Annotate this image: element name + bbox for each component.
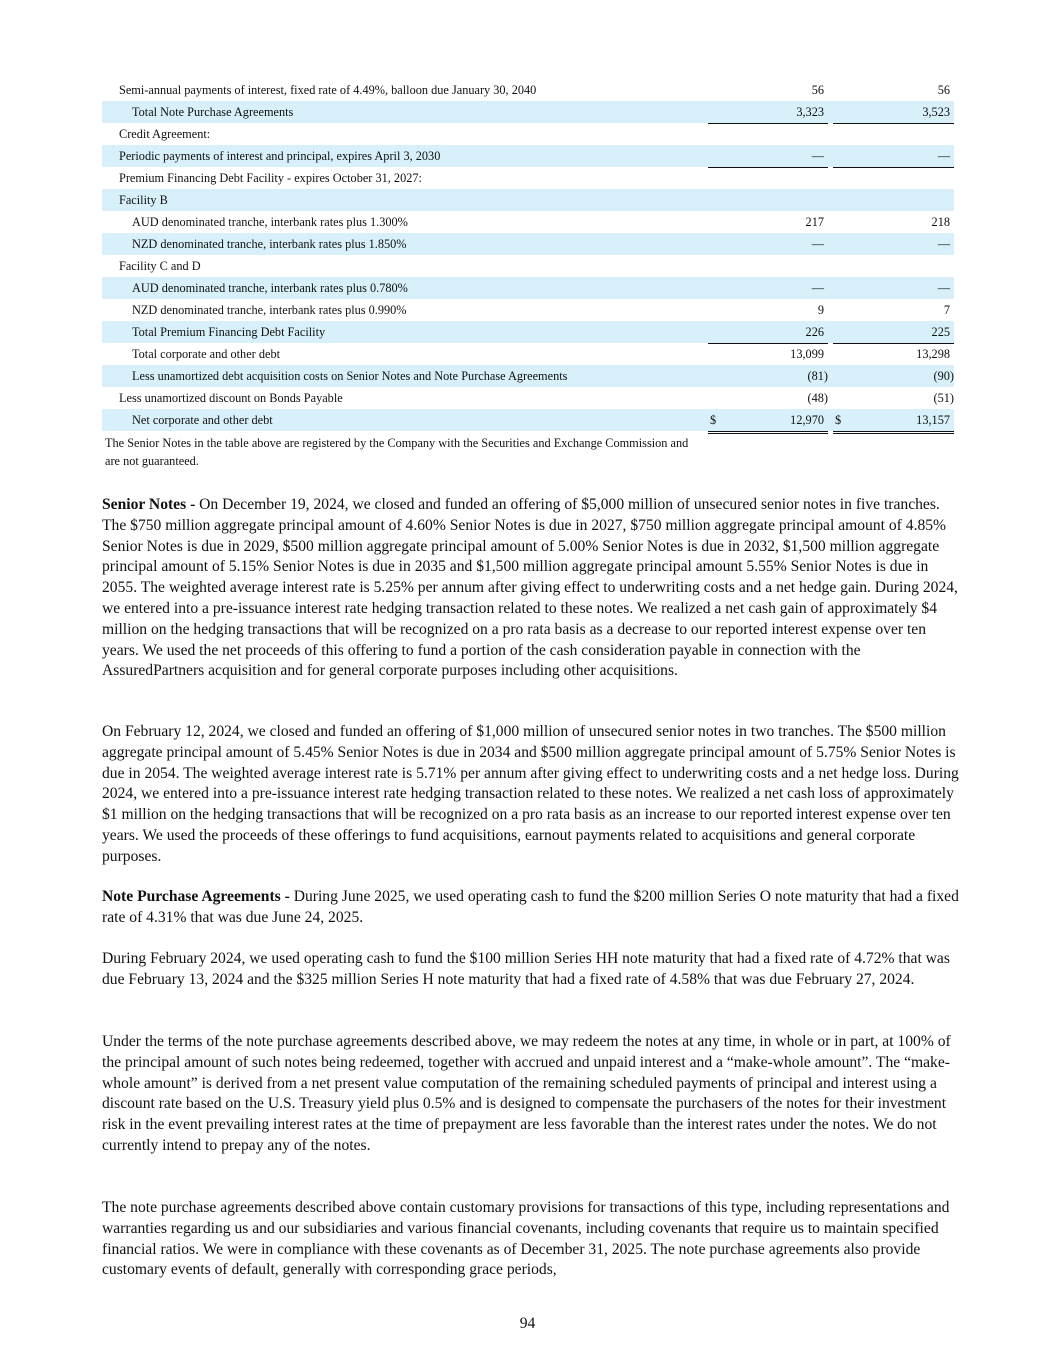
paragraph-text: During February 2024, we used operating cash to fund the $100 million Series HH note maturity that had a fixed rate of 4.72% that was due February 13, 2024 and the $325 million Series H note maturity that had a fixed rate of 4.58% that was due February 27, 2024. xyxy=(102,950,950,988)
paragraph-text: The note purchase agreements described above contain customary provisions for transactions of this type, including representations and warranties regarding us and our subsidiaries and various financial covenants, including covenants that require us to maintain specified financial ratios. We were in compliance with these covenants as of December 31, 2025. The note purchase agreements also provide customary events of default, generally with corresponding grace periods, xyxy=(102,1199,950,1279)
table-row xyxy=(102,189,954,211)
table-row xyxy=(102,233,954,255)
table-row xyxy=(102,211,954,233)
paragraph-text: On February 12, 2024, we closed and funded an offering of $1,000 million of unsecured senior notes in two tranches. The $500 million aggregate principal amount of 5.45% Senior Notes is due in 2034 and $500 million aggregate principal amount of 5.75% Senior Notes is due in 2054. The weighted average interest rate is 5.71% per annum after giving effect to underwriting costs and a net hedge loss. During 2024, we entered into a pre-issuance interest rate hedging transaction related to these notes. We realized a net cash loss of approximately $1 million on the hedging transactions that will be recognized on a pro rata basis as an increase to our reported interest expense over ten years. We used the proceeds of these offerings to fund acquisitions, earnout payments related to acquisitions and general corporate purposes. xyxy=(102,723,959,865)
value-cell-2025: 217 xyxy=(805,215,824,229)
table-row xyxy=(102,343,954,365)
value-cell-2024: 218 xyxy=(931,215,950,229)
row-label: Periodic payments of interest and principal, expires April 3, 2030 xyxy=(119,149,441,163)
row-label: Net corporate and other debt xyxy=(132,413,273,427)
value-cell-2025: 226 xyxy=(708,321,828,344)
value-cell-2025: 56 xyxy=(708,79,828,102)
value-cell-2025: $ 12,970 xyxy=(708,409,828,434)
paragraph-text: During June 2025, we used operating cash to fund the $200 million Series O note maturity that had a fixed rate of 4.31% that was due June 24, 2025. xyxy=(102,888,959,926)
paragraph-heading: Senior Notes - xyxy=(102,496,196,513)
row-label: Facility C and D xyxy=(119,259,201,273)
value-cell-2024: 225 xyxy=(833,321,954,344)
table-row xyxy=(102,167,954,189)
table-row xyxy=(102,277,954,299)
value-cell-2025: — xyxy=(811,237,824,251)
table-row xyxy=(102,321,954,343)
value-cell-2025: 13,099 xyxy=(790,347,824,361)
row-label: Premium Financing Debt Facility - expires October 31, 2027: xyxy=(119,171,422,185)
value-cell-2024: 56 xyxy=(833,79,954,102)
value-cell-2024: — xyxy=(937,237,950,251)
value-cell-2024: $ 13,157 xyxy=(833,409,954,434)
paragraph-senior-notes xyxy=(102,495,960,682)
table-row xyxy=(102,409,954,431)
table-row xyxy=(102,123,954,145)
value-cell-2024: (51) xyxy=(833,387,954,410)
paragraph-heading: Note Purchase Agreements - xyxy=(102,888,290,905)
paragraph-redemption-terms xyxy=(102,1032,960,1157)
currency-symbol: $ xyxy=(835,413,842,427)
paragraph-feb-2024-offering xyxy=(102,722,960,868)
table-row xyxy=(102,255,954,277)
page-number: 94 xyxy=(519,1315,536,1332)
table-row xyxy=(102,145,954,167)
row-label: Total corporate and other debt xyxy=(132,347,281,361)
value-cell-2025: 9 xyxy=(708,299,828,322)
row-label: Less unamortized debt acquisition costs on Senior Notes and Note Purchase Agreements xyxy=(132,369,568,383)
value-cell-2025: 3,323 xyxy=(708,101,828,124)
value-cell-2025: (81) xyxy=(807,369,828,383)
paragraph-text: Under the terms of the note purchase agreements described above, we may redeem the notes at any time, in whole or in part, at 100% of the principal amount of such notes being redeemed, together with accrued and unpaid interest and a “make-whole amount”. The “make-whole amount” is derived from a net present value computation of the remaining scheduled payments of principal and interest using a discount rate based on the U.S. Treasury yield plus 0.5% and is designed to compensate the purchasers of the notes for their investment risk in the event prevailing interest rates at the time of prepayment are less favorable than the interest rates under the notes. We do not currently intend to prepay any of the notes. xyxy=(102,1033,951,1154)
table-row xyxy=(102,79,954,101)
row-label: NZD denominated tranche, interbank rates plus 1.850% xyxy=(132,237,407,251)
value-cell-2025: (48) xyxy=(708,387,828,410)
value-cell-2024: 13,298 xyxy=(916,347,950,361)
value-cell-2025: — xyxy=(811,281,824,295)
value-cell-2024: (90) xyxy=(933,369,954,383)
value-cell-2024: 7 xyxy=(833,299,954,322)
paragraph-note-purchase-agreements xyxy=(102,887,960,929)
debt-table xyxy=(102,79,954,431)
paragraph-feb-2024-maturity xyxy=(102,949,960,991)
value-cell-2024: 3,523 xyxy=(833,101,954,124)
row-label: AUD denominated tranche, interbank rates plus 0.780% xyxy=(132,281,408,295)
value-cell-2024: — xyxy=(937,281,950,295)
table-row xyxy=(102,101,954,123)
value-cell-2024: — xyxy=(833,145,954,168)
row-label: Credit Agreement: xyxy=(119,127,211,141)
row-label: AUD denominated tranche, interbank rates plus 1.300% xyxy=(132,215,408,229)
table-row xyxy=(102,365,954,387)
paragraph-text: On December 19, 2024, we closed and funded an offering of $5,000 million of unsecured senior notes in five tranches. The $750 million aggregate principal amount of 4.60% Senior Notes is due in 2027, $750 million aggregate principal amount of 4.85% Senior Notes is due in 2029, $500 million aggregate principal amount of 5.00% Senior Notes is due in 2032, $1,500 million aggregate principal amount of 5.15% Senior Notes is due in 2035 and $1,500 million aggregate principal amount 5.55% Senior Notes is due in 2055. The weighted average interest rate is 5.25% per annum after giving effect to underwriting costs and a net hedge gain. During 2024, we entered into a pre-issuance interest rate hedging transaction related to these notes. We realized a net cash gain of approximately $4 million on the hedging transactions that will be recognized on a pro rata basis as a decrease to our reported interest expense over ten years. We used the net proceeds of this offering to fund a portion of the cash consideration payable in connection with the AssuredPartners acquisition and for general corporate purposes including other acquisitions. xyxy=(102,496,958,680)
row-label: NZD denominated tranche, interbank rates plus 0.990% xyxy=(132,303,407,317)
value-cell-2025: — xyxy=(708,145,828,168)
row-label: Total Note Purchase Agreements xyxy=(132,105,294,119)
table-row xyxy=(102,387,954,409)
table-footnote: The Senior Notes in the table above are registered by the Company with the Securities and Exchange Commission and are not guaranteed. xyxy=(105,436,689,468)
currency-symbol: $ xyxy=(710,413,717,427)
row-label: Total Premium Financing Debt Facility xyxy=(132,325,326,339)
row-label: Facility B xyxy=(119,193,168,207)
row-label: Semi-annual payments of interest, fixed rate of 4.49%, balloon due January 30, 2040 xyxy=(119,83,537,97)
row-label: Less unamortized discount on Bonds Payable xyxy=(119,391,343,405)
table-row xyxy=(102,299,954,321)
paragraph-covenants xyxy=(102,1198,960,1281)
